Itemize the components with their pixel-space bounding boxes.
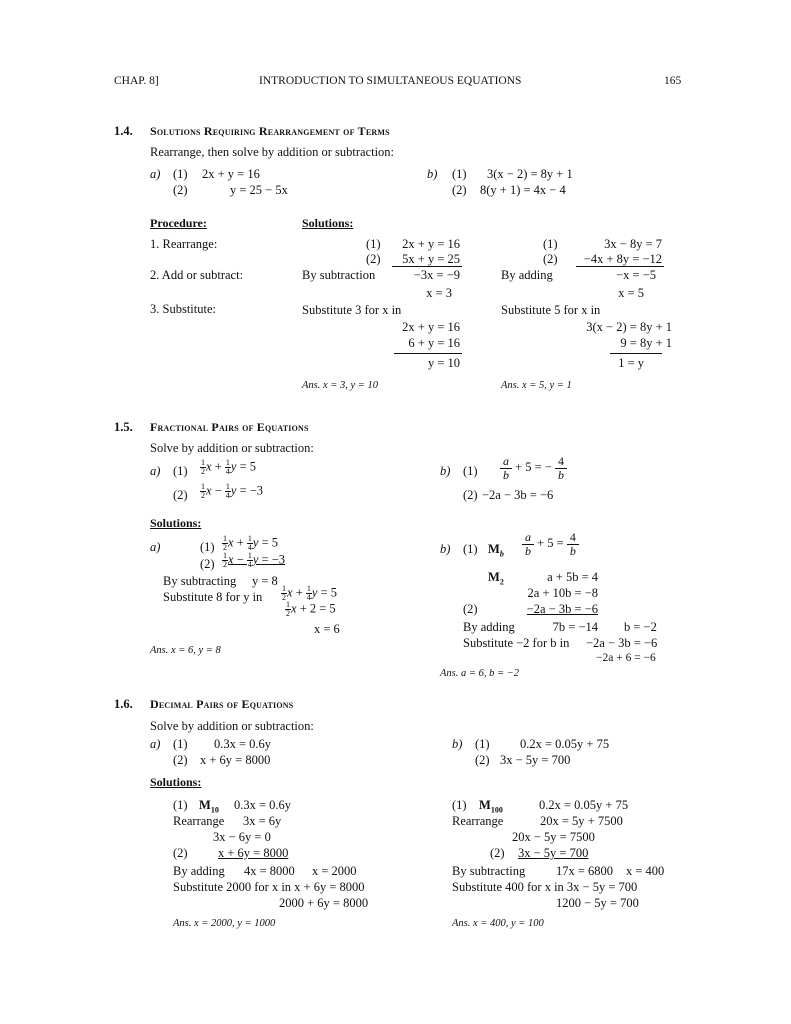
eq-label-1: (1) [452,798,467,812]
problem-b-eq2: 8(y + 1) = 4x − 4 [480,183,566,197]
sol-b-method: By adding [501,268,553,282]
section-number-1-5: 1.5. [114,420,133,434]
answer-a: Ans. x = 3, y = 10 [302,380,378,391]
eq-label-2: (2) [366,252,381,266]
multiplier-mb: $M_b$ [488,542,504,559]
sol-b-substitute: Substitute 400 for x in 3x − 5y = 700 [452,880,638,894]
sol-b-rearranged-2: −4x + 8y = −12 [583,252,662,266]
fraction: $\frac{1}{2}$ [223,534,227,552]
problem-b-eq1: 3(x − 2) = 8y + 1 [487,167,573,181]
sol-b-result: 17x = 6800 [556,864,614,878]
sol-a-half-eq: $\frac{1}{2}$ x + 2 = 5 [286,600,336,618]
sol-a-method: By adding [173,864,225,878]
fraction: $\frac{a}{b}$ [522,531,534,557]
answer-a: Ans. x = 2000, y = 1000 [173,918,276,929]
fraction: $\frac{1}{2}$ [286,600,290,618]
sol-b-substitute: Substitute 5 for x in [501,303,601,317]
sol-b-eq1: $\frac{a}{b}$ + 5 = $\frac{4}{b}$ [522,531,579,557]
eq-label-1: (1) [463,464,478,478]
sol-b-sub-eq2: 1200 − 5y = 700 [556,896,639,910]
sum-rule [576,266,664,267]
sol-b-final: −2a + 6 = −6 [596,652,656,664]
sol-b-x-value: x = 5 [618,286,644,300]
sol-b-eq1: 0.2x = 0.05y + 75 [539,798,629,812]
sol-a-result: 4x = 8000 [244,864,295,878]
problem-label-a: a) [150,464,161,478]
sol-a-result: −3x = −9 [413,268,460,282]
sol-a-rearranged-2: 5x + y = 25 [402,252,460,266]
sol-a-rearranged-1: 2x + y = 16 [402,237,460,251]
eq-label-1: (1) [173,798,188,812]
fraction: $\frac{1}{4}$ [247,534,252,552]
sol-b-result: −x = −5 [616,268,656,282]
problem-a-eq1: 0.3x = 0.6y [214,737,272,751]
eq-label-1: (1) [452,167,467,181]
eq-label-1: (1) [475,737,490,751]
eq-label-1: (1) [366,237,381,251]
sol-b-y-value: 1 = y [618,356,644,370]
frac-eq-b2: −2a − 3b = −6 [482,488,554,502]
procedure-heading: Procedure: [150,216,207,230]
fraction: $\frac{1}{2}$ [223,551,227,569]
sol-b-sub-eq1: 3(x − 2) = 8y + 1 [586,320,672,334]
chapter-label: CHAP. 8] [114,75,159,87]
fraction: $\frac{1}{2}$ [282,584,286,602]
problem-a-eq2: y = 25 − 5x [230,183,288,197]
answer-b: Ans. x = 400, y = 100 [452,918,544,929]
answer-b: Ans. a = 6, b = −2 [440,668,520,679]
fraction: $\frac{1}{4}$ [306,584,311,602]
sol-b-rearranged-1: 20x = 5y + 7500 [540,814,623,828]
eq-label-2: (2) [463,602,478,616]
problem-b-eq1: 0.2x = 0.05y + 75 [520,737,610,751]
sol-a-y-value: y = 8 [252,574,278,588]
step-rearrange: 1. Rearrange: [150,237,218,251]
sol-a-eq1: 0.3x = 0.6y [234,798,292,812]
eq-label-2: (2) [173,183,188,197]
eq-label-2: (2) [200,557,215,571]
section-title-1-5: Fractional Pairs of Equations [150,420,309,434]
fraction: $\frac{4}{b}$ [555,455,567,481]
eq-label-1: (1) [173,167,188,181]
answer-b: Ans. x = 5, y = 1 [501,380,572,391]
sol-b-method: By subtracting [452,864,526,878]
fraction: $\frac{1}{2}$ [201,482,205,500]
answer-a: Ans. x = 6, y = 8 [150,645,221,656]
sol-a-method: By subtracting [163,574,237,588]
sol-b-substitute: Substitute −2 for b in [463,636,570,650]
section-title-1-4: Solutions Requiring Rearrangement of Terms [150,124,390,138]
multiplier-m100: $M_{100}$ [479,798,503,815]
eq-label-2: (2) [543,252,558,266]
section-intro-1-5: Solve by addition or subtraction: [150,441,314,455]
sol-a-x-value: x = 2000 [312,864,357,878]
step-add-subtract: 2. Add or subtract: [150,268,244,282]
sol-b-eq2: −2a − 3b = −6 [526,602,598,616]
eq-label-2: (2) [173,488,188,502]
section-title-1-6: Decimal Pairs of Equations [150,697,294,711]
result-rule [394,353,462,354]
eq-label-1: (1) [173,464,188,478]
sol-frac-a1: $\frac{1}{2}$ x + $\frac{1}{4}$ y = 5 [223,534,278,552]
sol-b-rearranged-1: 3x − 8y = 7 [604,237,662,251]
sol-a-x-value: x = 3 [426,286,452,300]
section-intro-1-4: Rearrange, then solve by addition or subtraction: [150,145,395,159]
sol-a-rearranged-2: 3x − 6y = 0 [213,830,271,844]
eq-label-1: (1) [543,237,558,251]
multiplier-m2: $M_2$ [488,570,504,587]
sol-b-eq2: 3x − 5y = 700 [518,846,589,860]
problem-label-b: b) [427,167,438,181]
sol-a-method: By subtraction [302,268,376,282]
solution-label-b: b) [440,542,451,556]
sol-a-substitute: Substitute 3 for x in [302,303,402,317]
page-number: 165 [664,75,682,87]
section-number-1-6: 1.6. [114,697,133,711]
fraction: $\frac{1}{4}$ [225,482,230,500]
section-intro-1-6: Solve by addition or subtraction: [150,719,314,733]
sol-a-sub-eq2: 2000 + 6y = 8000 [279,896,369,910]
sol-a-rearranged-1: 3x = 6y [243,814,282,828]
fraction: $\frac{4}{b}$ [567,531,579,557]
section-number-1-4: 1.4. [114,124,133,138]
sol-b-m2-result: 2a + 10b = −8 [527,586,598,600]
sol-b-rearranged-2: 20x − 5y = 7500 [512,830,595,844]
eq-label-2: (2) [173,753,188,767]
eq-label-2: (2) [475,753,490,767]
frac-eq-a1: $\frac{1}{2}$ x + $\frac{1}{4}$ y = 5 [201,458,256,476]
running-title: INTRODUCTION TO SIMULTANEOUS EQUATIONS [259,75,522,87]
eq-label-2: (2) [173,846,188,860]
sol-a-sub-eq1: 2x + y = 16 [402,320,460,334]
frac-eq-a2: $\frac{1}{2}$ x − $\frac{1}{4}$ y = −3 [201,482,264,500]
sol-a-y-value: y = 10 [427,356,460,370]
problem-a-eq2: x + 6y = 8000 [200,753,271,767]
step-substitute: 3. Substitute: [150,302,216,316]
fraction: $\frac{1}{2}$ [201,458,205,476]
problem-label-b: b) [452,737,463,751]
sol-b-x-value: x = 400 [626,864,665,878]
solutions-heading: Solutions: [150,516,202,530]
eq-label-1: (1) [173,737,188,751]
frac-eq-b1: $\frac{a}{b}$ + 5 = − $\frac{4}{b}$ [500,455,567,481]
sol-b-b-value: b = −2 [624,620,657,634]
sol-a-x-value: x = 6 [314,622,340,636]
sol-a-eq2: x + 6y = 8000 [218,846,289,860]
fraction: $\frac{1}{4}$ [225,458,230,476]
sol-b-rearrange-label: Rearrange [452,814,504,828]
eq-label-2: (2) [490,846,505,860]
eq-label-1: (1) [200,540,215,554]
fraction: $\frac{a}{b}$ [500,455,512,481]
eq-label-2: (2) [463,488,478,502]
sol-a-rearrange-label: Rearrange [173,814,225,828]
solutions-heading: Solutions: [302,216,354,230]
problem-b-eq2: 3x − 5y = 700 [500,753,571,767]
sol-a-substitute: Substitute 2000 for x in x + 6y = 8000 [173,880,365,894]
sol-a-sub-eq2: 6 + y = 16 [408,336,460,350]
problem-label-a: a) [150,737,161,751]
eq-label-2: (2) [452,183,467,197]
sol-b-sub-eq: −2a − 3b = −6 [586,636,658,650]
solutions-heading: Solutions: [150,775,202,789]
multiplier-m10: $M_{10}$ [199,798,219,815]
solution-label-a: a) [150,540,161,554]
eq-label-1: (1) [463,542,478,556]
result-rule [610,353,662,354]
problem-label-a: a) [150,167,161,181]
sol-b-sub-eq2: 9 = 8y + 1 [620,336,672,350]
sol-a-sub-eq: $\frac{1}{2}$ x + $\frac{1}{4}$ y = 5 [282,584,337,602]
sol-b-method: By adding [463,620,515,634]
fraction: $\frac{1}{4}$ [247,551,252,569]
problem-label-b: b) [440,464,451,478]
problem-a-eq1: 2x + y = 16 [202,167,260,181]
sol-b-m2-line: a + 5b = 4 [547,570,598,584]
sol-b-result: 7b = −14 [552,620,598,634]
sol-a-substitute: Substitute 8 for y in [163,590,263,604]
sum-rule [392,266,462,267]
sol-frac-a2: $\frac{1}{2}$ x − $\frac{1}{4}$ y = −3 [223,551,286,569]
